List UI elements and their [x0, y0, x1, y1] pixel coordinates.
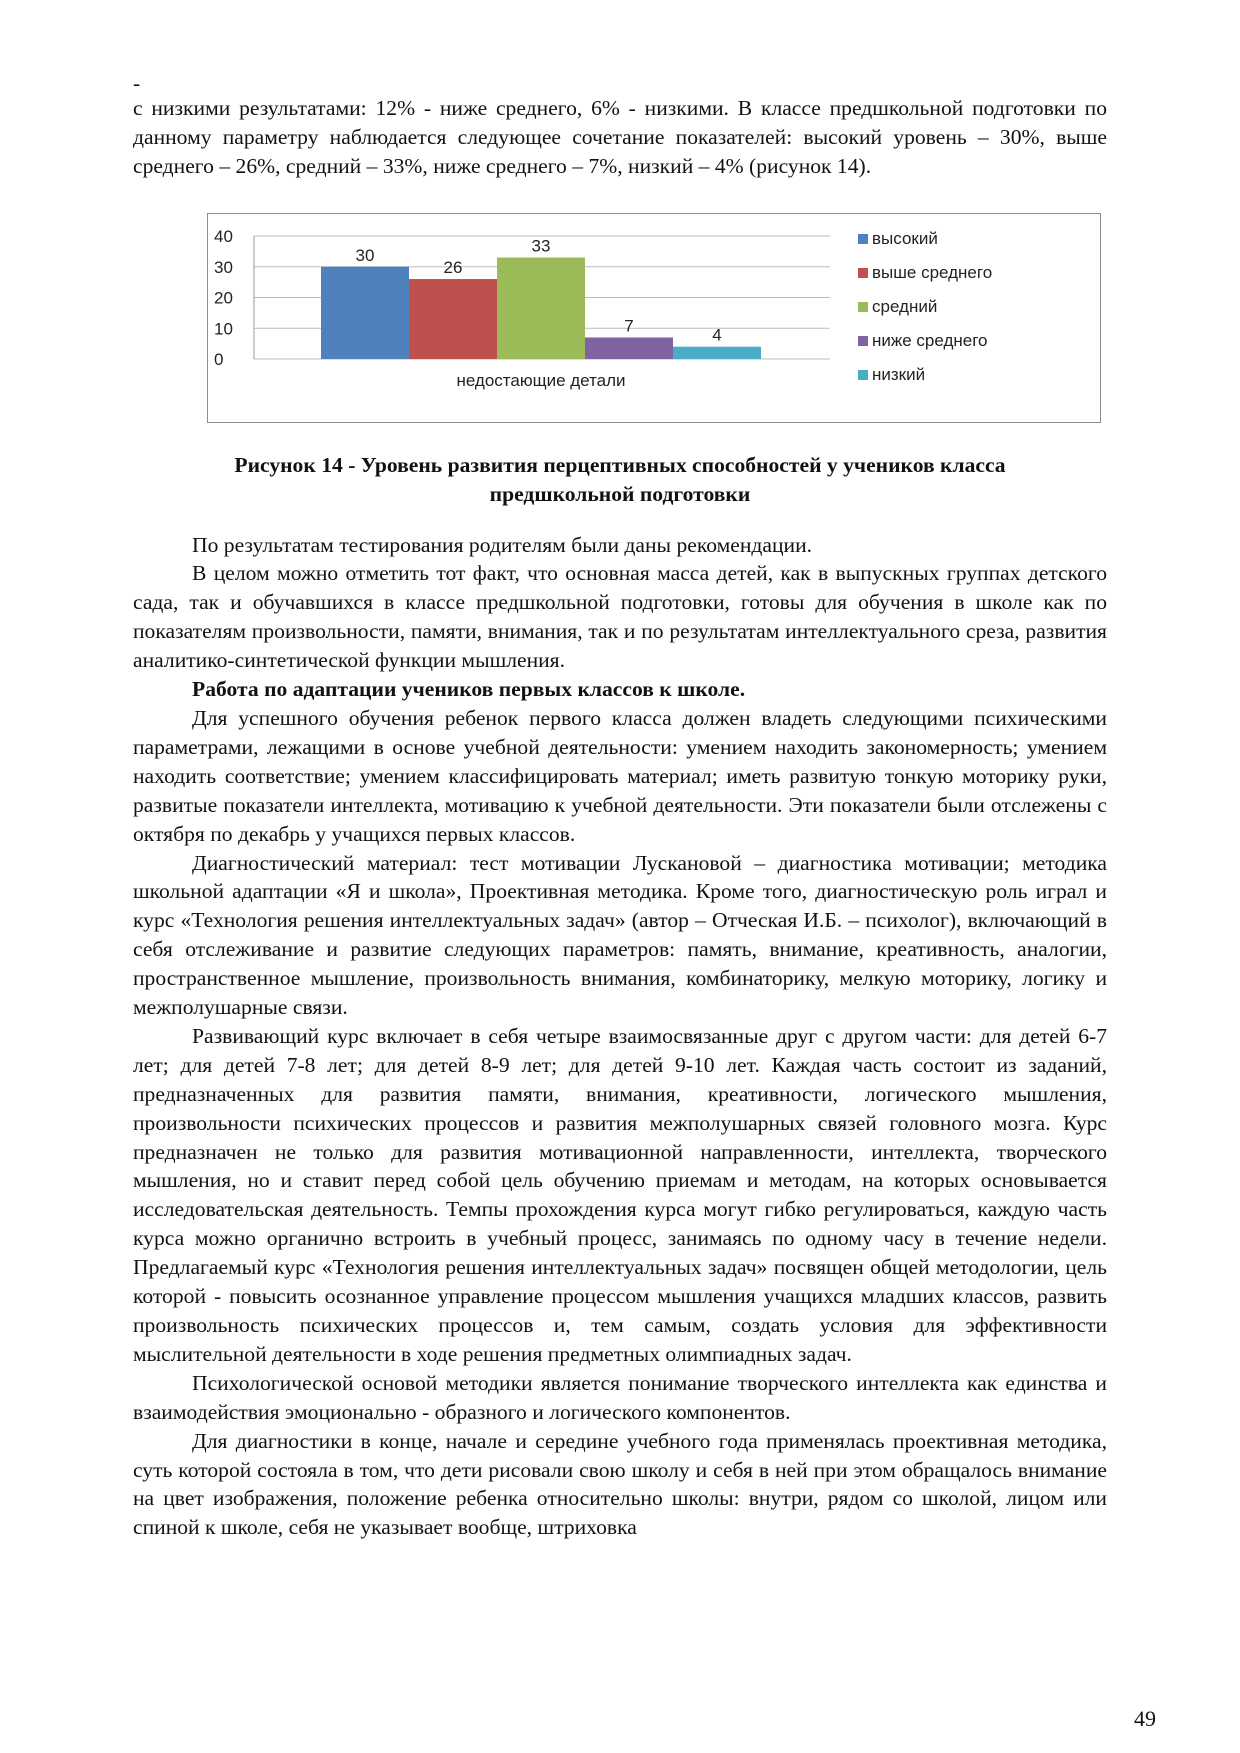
legend-label: ниже среднего	[872, 330, 988, 350]
legend-label: высокий	[872, 228, 938, 248]
paragraph-course: Развивающий курс включает в себя четыре взаимосвязанные друг с другом части: для детей 6-7 лет; для детей 7-8 лет; для детей 8-9 лет; для детей 9-10 лет. Каждая часть состоит из заданий, предназначенных для развития памяти, внимания, креативности, логического мышления, произвольности психических процессов и развития межполушарных связей головного мозга. Курс предназначен не только для развития мотивационной направленности, интеллекта, творческого мышления, но и ставит перед собой цель обучению приемам и методам, на которых основывается исследовательская деятельность. Темпы прохождения курса могут гибко регулироваться, каждую часть курса можно органично встроить в учебный процесс, занимаясь по одному часу в течение недели. Предлагаемый курс «Технология решения интеллектуальных задач» посвящен общей методологии, цель которой - повысить осознанное управление процессом мышления учащихся младших классов, развить произвольность психических процессов и, тем самым, создать условия для эффективности мыслительной деятельности в ходе решения предметных олимпиадных задач.	[133, 1023, 1107, 1366]
data-label: 7	[624, 316, 634, 336]
paragraph-intro: с низкими результатами: 12% - ниже среднего, 6% - низкими. В классе предшкольной подготовки по данному параметру наблюдается следующее сочетание показателей: высокий уровень – 30%, выше среднего – 26%, средний – 33%, ниже среднего – 7%, низкий – 4% (рисунок 14).	[133, 96, 1107, 178]
page-number: 49	[1134, 1706, 1156, 1731]
legend-swatch	[858, 302, 868, 312]
data-label: 26	[443, 257, 463, 277]
figure-caption	[133, 451, 1107, 509]
top-dash: -	[133, 71, 141, 95]
bar-chart	[208, 214, 1099, 421]
bar-5	[673, 346, 761, 358]
legend-swatch	[858, 234, 868, 244]
y-tick-label: 20	[214, 288, 233, 308]
legend-label: средний	[872, 296, 938, 316]
caption-line-1: Рисунок 14 - Уровень развития перцептивных способностей у учеников класса	[234, 452, 1006, 477]
section-heading: Работа по адаптации учеников первых классов к школе.	[192, 677, 746, 702]
legend-swatch	[858, 370, 868, 380]
paragraph-parameters: Для успешного обучения ребенок первого класса должен владеть следующими психическими параметрами, лежащими в основе учебной деятельности: умением находить закономерность; умением находить соответствие; умением классифицировать материал; иметь развитую тонкую моторику руки, развитые показатели интеллекта, мотивацию к учебной деятельности. Эти показатели были отслежены с октября по декабрь у учащихся первых классов.	[133, 705, 1107, 846]
bar-3	[497, 257, 585, 358]
legend-swatch	[858, 268, 868, 278]
data-label: 4	[712, 325, 722, 345]
caption-line-2: предшкольной подготовки	[489, 481, 751, 506]
data-label: 30	[355, 245, 375, 265]
legend-label: выше среднего	[872, 262, 993, 282]
bar-1	[321, 266, 409, 358]
legend-label: низкий	[872, 364, 926, 384]
category-label: недостающие детали	[456, 370, 626, 390]
y-tick-label: 10	[214, 318, 233, 338]
paragraph-diagnostics: Диагностический материал: тест мотивации Лускановой – диагностика мотивации; методика школьной адаптации «Я и школа», Проективная методика. Кроме того, диагностическую роль играл и курс «Технология решения интеллектуальных задач» (автор – Отческая И.Б. – психолог), включающий в себя отслеживание и развитие следующих параметров: память, внимание, креативность, аналогии, пространственное мышление, произвольность внимания, комбинаторику, мелкую моторику, логику и межполушарные связи.	[133, 850, 1107, 1020]
paragraph-psychological-basis: Психологической основой методики является понимание творческого интеллекта как единства и взаимодействия эмоционально - образного и логического компонентов.	[133, 1370, 1107, 1424]
y-tick-label: 30	[214, 257, 233, 277]
document-page	[133, 72, 1107, 1542]
legend-swatch	[858, 336, 868, 346]
paragraph-projective-method: Для диагностики в конце, начале и середине учебного года применялась проективная методика, суть которой состояла в том, что дети рисовали свою школу и себя в ней при этом обращалось внимание на цвет изображения, положение ребенка относительно школы: внутри, рядом со школой, лицом или спиной к школе, себя не указывает вообще, штриховка	[133, 1428, 1107, 1540]
bar-2	[409, 279, 497, 359]
paragraph-recommendations: По результатам тестирования родителям были даны рекомендации.	[192, 532, 813, 557]
bar-chart-figure	[207, 213, 1101, 423]
y-tick-label: 0	[214, 349, 224, 369]
bar-4	[585, 337, 673, 359]
data-label: 33	[531, 236, 551, 256]
y-tick-label: 40	[214, 226, 233, 246]
paragraph-summary: В целом можно отметить тот факт, что основная масса детей, как в выпускных группах детского сада, так и обучавшихся в классе предшкольной подготовки, готовы для обучения в школе как по показателям произвольности, памяти, внимания, так и по результатам интеллектуального среза, развития аналитико-синтетической функции мышления.	[133, 561, 1107, 673]
